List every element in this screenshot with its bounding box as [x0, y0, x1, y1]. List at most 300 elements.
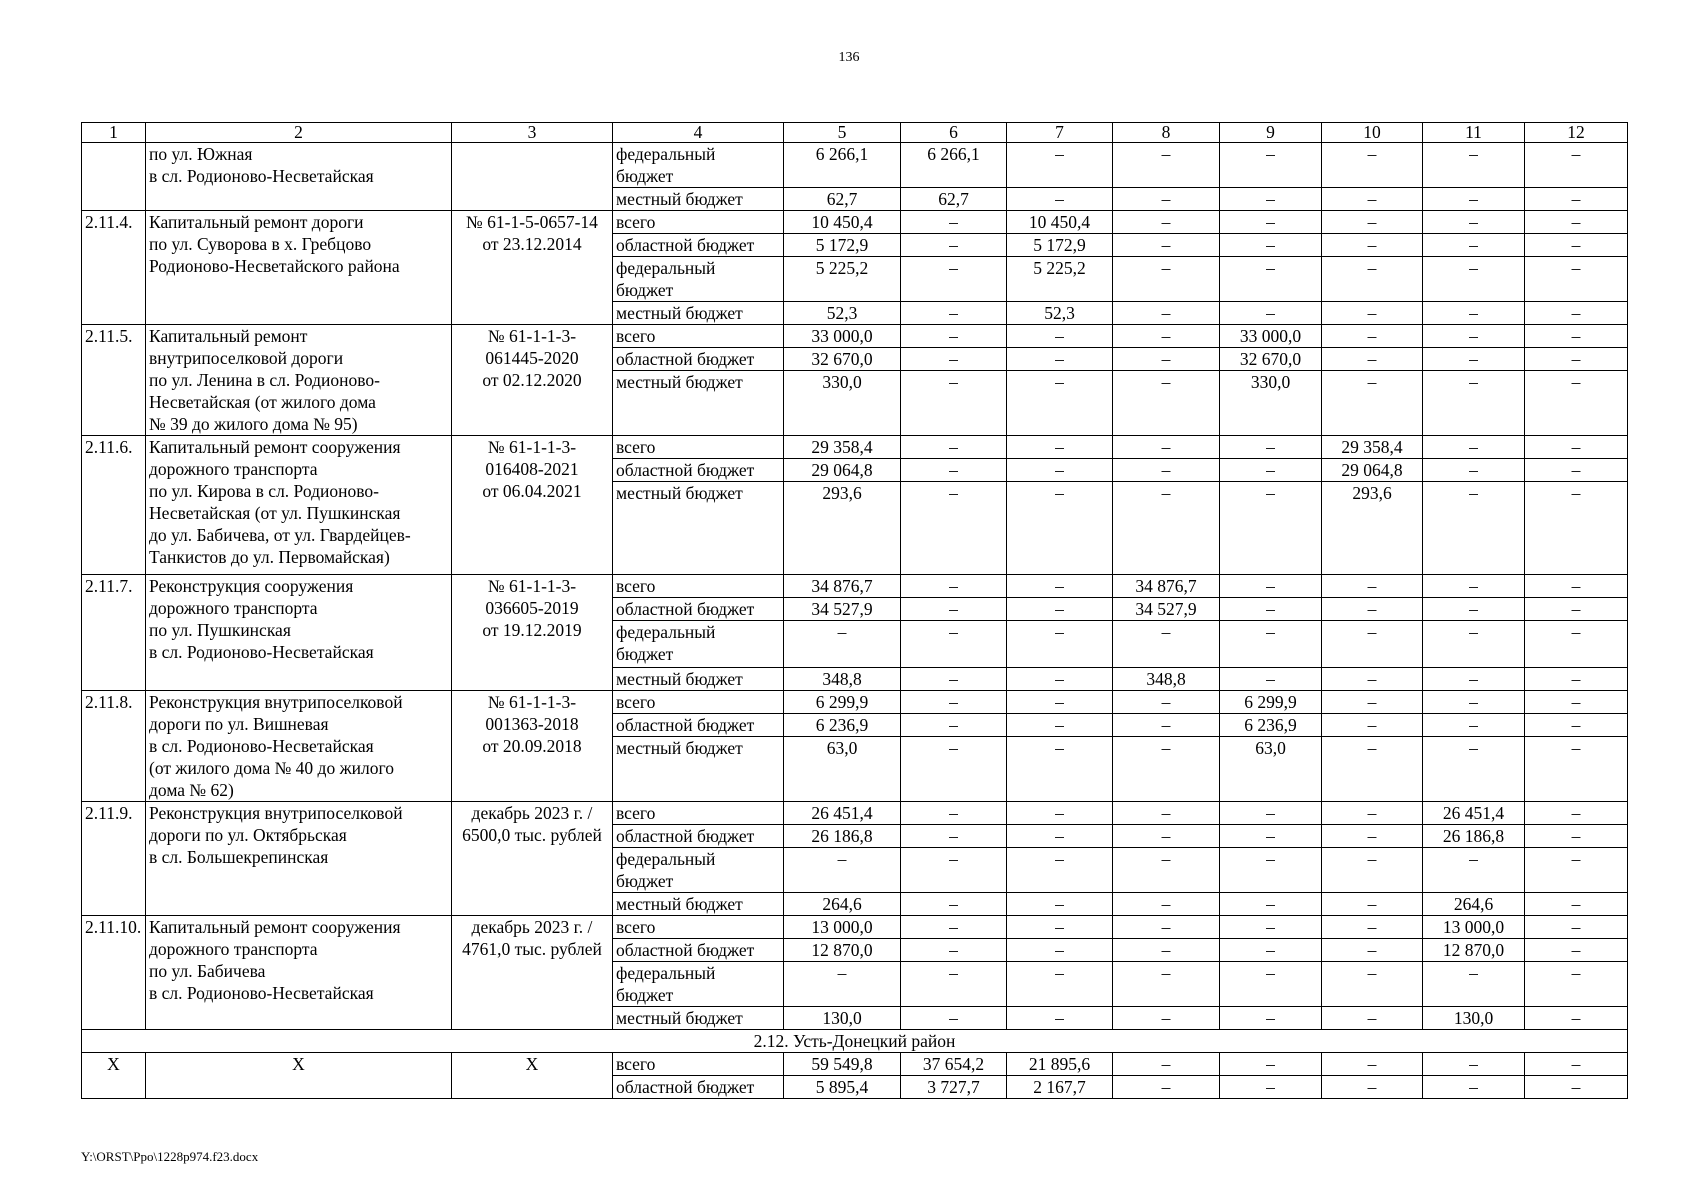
amount-cell: – [1423, 1076, 1525, 1099]
amount-cell: 62,7 [784, 188, 901, 211]
column-number-header: 3 [452, 123, 613, 143]
funding-source: местный бюджет [613, 1007, 784, 1030]
amount-cell: – [901, 916, 1007, 939]
project-document: № 61-1-1-3- 001363-2018 от 20.09.2018 [452, 691, 613, 802]
funding-source: местный бюджет [613, 302, 784, 325]
amount-cell: – [1423, 257, 1525, 302]
amount-cell: – [1220, 482, 1322, 575]
amount-cell: – [1525, 737, 1628, 802]
amount-cell: – [1113, 325, 1220, 348]
amount-cell: – [1113, 143, 1220, 188]
amount-cell: – [1220, 302, 1322, 325]
amount-cell: – [1525, 691, 1628, 714]
amount-cell: 348,8 [1113, 668, 1220, 691]
amount-cell: – [1007, 482, 1113, 575]
amount-cell: – [1007, 802, 1113, 825]
project-description: Капитальный ремонт дороги по ул. Суворова в х. Гребцово Родионово-Несветайского района [146, 211, 452, 325]
column-number-header: 5 [784, 123, 901, 143]
amount-cell: – [901, 211, 1007, 234]
project-document: № 61-1-5-0657-14 от 23.12.2014 [452, 211, 613, 325]
amount-cell: – [1113, 714, 1220, 737]
amount-cell: – [1525, 459, 1628, 482]
amount-cell: – [1423, 1053, 1525, 1076]
amount-cell: – [1113, 459, 1220, 482]
funding-source: федеральный бюджет [613, 621, 784, 668]
amount-cell: 32 670,0 [784, 348, 901, 371]
amount-cell: – [901, 802, 1007, 825]
amount-cell: – [901, 436, 1007, 459]
table-row [82, 1030, 1628, 1053]
amount-cell: – [1113, 737, 1220, 802]
column-number-header: 12 [1525, 123, 1628, 143]
amount-cell: 34 876,7 [784, 575, 901, 598]
amount-cell: 29 064,8 [1322, 459, 1423, 482]
amount-cell: – [901, 459, 1007, 482]
amount-cell: – [1220, 1007, 1322, 1030]
amount-cell: – [1113, 916, 1220, 939]
amount-cell: 5 172,9 [1007, 234, 1113, 257]
amount-cell: – [1113, 621, 1220, 668]
amount-cell: – [1113, 234, 1220, 257]
column-number-header: 8 [1113, 123, 1220, 143]
amount-cell: – [1525, 893, 1628, 916]
amount-cell: 32 670,0 [1220, 348, 1322, 371]
amount-cell: – [1322, 325, 1423, 348]
amount-cell: – [1322, 962, 1423, 1007]
amount-cell: – [1423, 575, 1525, 598]
amount-cell: 26 451,4 [1423, 802, 1525, 825]
amount-cell: 6 236,9 [1220, 714, 1322, 737]
amount-cell: – [1220, 893, 1322, 916]
column-number-header: 1 [82, 123, 146, 143]
amount-cell: – [784, 848, 901, 893]
amount-cell: 12 870,0 [784, 939, 901, 962]
amount-cell: 6 266,1 [901, 143, 1007, 188]
amount-cell: – [1113, 802, 1220, 825]
amount-cell: 6 266,1 [784, 143, 901, 188]
project-description: Капитальный ремонт сооружения дорожного транспорта по ул. Бабичева в сл. Родионово-Несветайская [146, 916, 452, 1030]
amount-cell: 29 064,8 [784, 459, 901, 482]
amount-cell: – [1525, 302, 1628, 325]
project-description: Реконструкция внутрипоселковой дороги по ул. Октябрьская в сл. Большекрепинская [146, 802, 452, 916]
funding-source: областной бюджет [613, 348, 784, 371]
amount-cell: – [1113, 302, 1220, 325]
amount-cell: – [901, 691, 1007, 714]
table-body [82, 123, 1628, 1099]
amount-cell: – [784, 962, 901, 1007]
funding-source: областной бюджет [613, 714, 784, 737]
amount-cell: 13 000,0 [1423, 916, 1525, 939]
amount-cell: – [901, 621, 1007, 668]
amount-cell: – [1525, 1076, 1628, 1099]
page-number: 136 [838, 50, 860, 65]
table-row [82, 575, 1628, 598]
amount-cell: – [1525, 714, 1628, 737]
column-number-header: 7 [1007, 123, 1113, 143]
amount-cell: 26 451,4 [784, 802, 901, 825]
amount-cell: – [1220, 143, 1322, 188]
amount-cell: – [901, 302, 1007, 325]
amount-cell: – [1423, 302, 1525, 325]
amount-cell: – [1007, 916, 1113, 939]
funding-source: всего [613, 436, 784, 459]
amount-cell: – [1423, 714, 1525, 737]
amount-cell: – [1220, 598, 1322, 621]
amount-cell: – [1220, 1053, 1322, 1076]
amount-cell: – [1322, 848, 1423, 893]
amount-cell: – [1322, 893, 1423, 916]
amount-cell: – [1525, 668, 1628, 691]
amount-cell: 26 186,8 [784, 825, 901, 848]
amount-cell: – [1220, 621, 1322, 668]
amount-cell: – [1525, 825, 1628, 848]
amount-cell: – [1220, 668, 1322, 691]
file-path-footer: Y:\ORST\Ppo\1228p974.f23.docx [81, 1149, 259, 1164]
funding-source: областной бюджет [613, 459, 784, 482]
amount-cell: – [1007, 1007, 1113, 1030]
amount-cell: 34 876,7 [1113, 575, 1220, 598]
amount-cell: – [1007, 848, 1113, 893]
amount-cell: – [1113, 482, 1220, 575]
funding-source: местный бюджет [613, 371, 784, 436]
amount-cell: – [1322, 621, 1423, 668]
amount-cell: – [1007, 714, 1113, 737]
amount-cell: – [1220, 257, 1322, 302]
amount-cell: 348,8 [784, 668, 901, 691]
project-document [452, 143, 613, 211]
item-number: 2.11.4. [82, 211, 146, 325]
column-number-header: 4 [613, 123, 784, 143]
amount-cell: – [1113, 371, 1220, 436]
amount-cell: – [1322, 668, 1423, 691]
column-number-header: 9 [1220, 123, 1322, 143]
project-document: декабрь 2023 г. / 6500,0 тыс. рублей [452, 802, 613, 916]
amount-cell: – [1113, 848, 1220, 893]
amount-cell: – [901, 893, 1007, 916]
amount-cell: 52,3 [784, 302, 901, 325]
amount-cell: – [1322, 188, 1423, 211]
funding-source: всего [613, 1053, 784, 1076]
amount-cell: – [1113, 188, 1220, 211]
amount-cell: – [901, 939, 1007, 962]
amount-cell: – [1113, 825, 1220, 848]
funding-source: областной бюджет [613, 825, 784, 848]
column-number-header: 10 [1322, 123, 1423, 143]
amount-cell: – [1322, 211, 1423, 234]
amount-cell: – [1007, 325, 1113, 348]
table-row [82, 1053, 1628, 1076]
amount-cell: – [1322, 302, 1423, 325]
amount-cell: 293,6 [1322, 482, 1423, 575]
amount-cell: – [1322, 598, 1423, 621]
project-document: № 61-1-1-3- 016408-2021 от 06.04.2021 [452, 436, 613, 575]
amount-cell: – [1322, 714, 1423, 737]
amount-cell: – [1423, 848, 1525, 893]
amount-cell: – [1322, 825, 1423, 848]
amount-cell: – [1525, 188, 1628, 211]
amount-cell: – [1525, 598, 1628, 621]
amount-cell: – [1423, 621, 1525, 668]
amount-cell: – [1007, 737, 1113, 802]
amount-cell: – [1525, 257, 1628, 302]
amount-cell: 330,0 [784, 371, 901, 436]
amount-cell: – [1525, 371, 1628, 436]
amount-cell: 330,0 [1220, 371, 1322, 436]
amount-cell: 264,6 [1423, 893, 1525, 916]
amount-cell: – [1525, 482, 1628, 575]
amount-cell: – [1220, 1076, 1322, 1099]
amount-cell: – [1220, 939, 1322, 962]
amount-cell: – [1322, 143, 1423, 188]
amount-cell: – [1525, 916, 1628, 939]
project-document: № 61-1-1-3- 061445-2020 от 02.12.2020 [452, 325, 613, 436]
amount-cell: – [1220, 436, 1322, 459]
amount-cell: – [1220, 234, 1322, 257]
funding-source: местный бюджет [613, 893, 784, 916]
funding-source: всего [613, 211, 784, 234]
budget-table [81, 122, 1628, 1099]
amount-cell: – [1423, 143, 1525, 188]
amount-cell: – [1220, 188, 1322, 211]
amount-cell: – [1322, 1076, 1423, 1099]
amount-cell: – [1007, 371, 1113, 436]
amount-cell: 37 654,2 [901, 1053, 1007, 1076]
funding-source: местный бюджет [613, 668, 784, 691]
amount-cell: – [1423, 371, 1525, 436]
funding-source: федеральный бюджет [613, 143, 784, 188]
column-number-header: 2 [146, 123, 452, 143]
amount-cell: – [1423, 188, 1525, 211]
amount-cell: 63,0 [1220, 737, 1322, 802]
amount-cell: – [1525, 436, 1628, 459]
amount-cell: – [1220, 848, 1322, 893]
amount-cell: 33 000,0 [784, 325, 901, 348]
funding-source: федеральный бюджет [613, 848, 784, 893]
amount-cell: – [1220, 962, 1322, 1007]
amount-cell: 2 167,7 [1007, 1076, 1113, 1099]
amount-cell: 264,6 [784, 893, 901, 916]
funding-source: местный бюджет [613, 737, 784, 802]
amount-cell: – [1525, 575, 1628, 598]
amount-cell: – [1322, 348, 1423, 371]
amount-cell: – [901, 482, 1007, 575]
amount-cell: 10 450,4 [1007, 211, 1113, 234]
amount-cell: – [1113, 939, 1220, 962]
amount-cell: – [1007, 939, 1113, 962]
amount-cell: – [1525, 939, 1628, 962]
amount-cell: – [1525, 1053, 1628, 1076]
amount-cell: – [1007, 348, 1113, 371]
amount-cell: – [1525, 234, 1628, 257]
funding-source: областной бюджет [613, 234, 784, 257]
amount-cell: – [1322, 257, 1423, 302]
project-description: Капитальный ремонт сооружения дорожного транспорта по ул. Кирова в сл. Родионово- Несветайская (от ул. Пушкинская до ул. Бабичева, от ул. Гвардейцев- Танкистов до ул. Первомайская) [146, 436, 452, 575]
funding-source: всего [613, 691, 784, 714]
amount-cell: 5 225,2 [784, 257, 901, 302]
column-number-header: 6 [901, 123, 1007, 143]
amount-cell: 3 727,7 [901, 1076, 1007, 1099]
amount-cell: – [1220, 575, 1322, 598]
amount-cell: – [1007, 893, 1113, 916]
amount-cell: 12 870,0 [1423, 939, 1525, 962]
amount-cell: – [901, 848, 1007, 893]
amount-cell: 6 236,9 [784, 714, 901, 737]
table-row [82, 916, 1628, 939]
amount-cell: – [1525, 348, 1628, 371]
amount-cell: – [1423, 459, 1525, 482]
amount-cell: – [1525, 802, 1628, 825]
amount-cell: – [1322, 1007, 1423, 1030]
amount-cell: – [1007, 825, 1113, 848]
amount-cell: – [1525, 143, 1628, 188]
amount-cell: – [901, 325, 1007, 348]
amount-cell: – [901, 714, 1007, 737]
amount-cell: – [1113, 257, 1220, 302]
funding-source: всего [613, 325, 784, 348]
amount-cell: – [1220, 459, 1322, 482]
amount-cell: 26 186,8 [1423, 825, 1525, 848]
funding-source: всего [613, 575, 784, 598]
project-description: Реконструкция сооружения дорожного транспорта по ул. Пушкинская в сл. Родионово-Несветайская [146, 575, 452, 691]
amount-cell: – [1423, 737, 1525, 802]
amount-cell: – [1525, 848, 1628, 893]
amount-cell: – [1423, 668, 1525, 691]
amount-cell: – [901, 1007, 1007, 1030]
section-heading: 2.12. Усть-Донецкий район [82, 1030, 1628, 1053]
amount-cell: 29 358,4 [1322, 436, 1423, 459]
item-number: 2.11.7. [82, 575, 146, 691]
amount-cell: – [1113, 1007, 1220, 1030]
amount-cell: – [1220, 825, 1322, 848]
amount-cell: – [901, 598, 1007, 621]
amount-cell: – [1007, 598, 1113, 621]
amount-cell: – [901, 371, 1007, 436]
amount-cell: – [1113, 691, 1220, 714]
amount-cell: – [1220, 916, 1322, 939]
amount-cell: 13 000,0 [784, 916, 901, 939]
amount-cell: – [1113, 893, 1220, 916]
amount-cell: – [1525, 962, 1628, 1007]
amount-cell: – [901, 575, 1007, 598]
amount-cell: – [1113, 348, 1220, 371]
amount-cell: – [1007, 143, 1113, 188]
project-description: Капитальный ремонт внутрипоселковой дороги по ул. Ленина в сл. Родионово- Несветайская (от жилого дома № 39 до жилого дома № 95) [146, 325, 452, 436]
project-description: Х [146, 1053, 452, 1099]
amount-cell: – [1007, 691, 1113, 714]
amount-cell: – [901, 825, 1007, 848]
amount-cell: – [901, 234, 1007, 257]
funding-source: местный бюджет [613, 188, 784, 211]
project-description: Реконструкция внутрипоселковой дороги по ул. Вишневая в сл. Родионово-Несветайская (от жилого дома № 40 до жилого дома № 62) [146, 691, 452, 802]
item-number: 2.11.9. [82, 802, 146, 916]
amount-cell: 10 450,4 [784, 211, 901, 234]
table-row [82, 143, 1628, 188]
funding-source: местный бюджет [613, 482, 784, 575]
table-row [82, 211, 1628, 234]
amount-cell: – [1113, 1076, 1220, 1099]
amount-cell: – [901, 257, 1007, 302]
amount-cell: 5 172,9 [784, 234, 901, 257]
amount-cell: – [1113, 1053, 1220, 1076]
amount-cell: – [1423, 482, 1525, 575]
amount-cell: – [1220, 211, 1322, 234]
amount-cell: – [1322, 1053, 1423, 1076]
amount-cell: 34 527,9 [784, 598, 901, 621]
funding-source: областной бюджет [613, 1076, 784, 1099]
amount-cell: 63,0 [784, 737, 901, 802]
amount-cell: – [1423, 325, 1525, 348]
amount-cell: 293,6 [784, 482, 901, 575]
funding-source: федеральный бюджет [613, 962, 784, 1007]
amount-cell: – [1113, 211, 1220, 234]
funding-source: всего [613, 916, 784, 939]
header-row [82, 123, 1628, 143]
amount-cell: – [1322, 234, 1423, 257]
amount-cell: 52,3 [1007, 302, 1113, 325]
amount-cell: – [1007, 436, 1113, 459]
amount-cell: – [901, 737, 1007, 802]
amount-cell: – [1322, 691, 1423, 714]
amount-cell: – [1423, 348, 1525, 371]
amount-cell: 21 895,6 [1007, 1053, 1113, 1076]
amount-cell: – [1113, 436, 1220, 459]
project-document: Х [452, 1053, 613, 1099]
amount-cell: 5 225,2 [1007, 257, 1113, 302]
column-number-header: 11 [1423, 123, 1525, 143]
item-number: 2.11.10. [82, 916, 146, 1030]
amount-cell: – [1423, 691, 1525, 714]
amount-cell: – [1322, 916, 1423, 939]
amount-cell: 59 549,8 [784, 1053, 901, 1076]
amount-cell: – [1423, 211, 1525, 234]
amount-cell: – [1007, 962, 1113, 1007]
funding-source: федеральный бюджет [613, 257, 784, 302]
amount-cell: 62,7 [901, 188, 1007, 211]
amount-cell: – [901, 348, 1007, 371]
funding-source: всего [613, 802, 784, 825]
amount-cell: 6 299,9 [784, 691, 901, 714]
amount-cell: – [901, 962, 1007, 1007]
table-row [82, 802, 1628, 825]
amount-cell: – [1007, 668, 1113, 691]
amount-cell: 34 527,9 [1113, 598, 1220, 621]
amount-cell: 33 000,0 [1220, 325, 1322, 348]
amount-cell: – [1423, 962, 1525, 1007]
amount-cell: – [1007, 575, 1113, 598]
amount-cell: – [1423, 234, 1525, 257]
amount-cell: – [901, 668, 1007, 691]
amount-cell: – [1525, 1007, 1628, 1030]
amount-cell: – [784, 621, 901, 668]
funding-source: областной бюджет [613, 939, 784, 962]
amount-cell: – [1525, 211, 1628, 234]
item-number [82, 143, 146, 211]
project-document: декабрь 2023 г. / 4761,0 тыс. рублей [452, 916, 613, 1030]
amount-cell: – [1220, 802, 1322, 825]
amount-cell: 5 895,4 [784, 1076, 901, 1099]
amount-cell: – [1322, 371, 1423, 436]
amount-cell: – [1423, 598, 1525, 621]
amount-cell: – [1322, 575, 1423, 598]
table-row [82, 325, 1628, 348]
item-number: 2.11.6. [82, 436, 146, 575]
amount-cell: 6 299,9 [1220, 691, 1322, 714]
amount-cell: – [1525, 325, 1628, 348]
amount-cell: – [1322, 737, 1423, 802]
amount-cell: – [1007, 621, 1113, 668]
amount-cell: – [1525, 621, 1628, 668]
amount-cell: – [1007, 459, 1113, 482]
